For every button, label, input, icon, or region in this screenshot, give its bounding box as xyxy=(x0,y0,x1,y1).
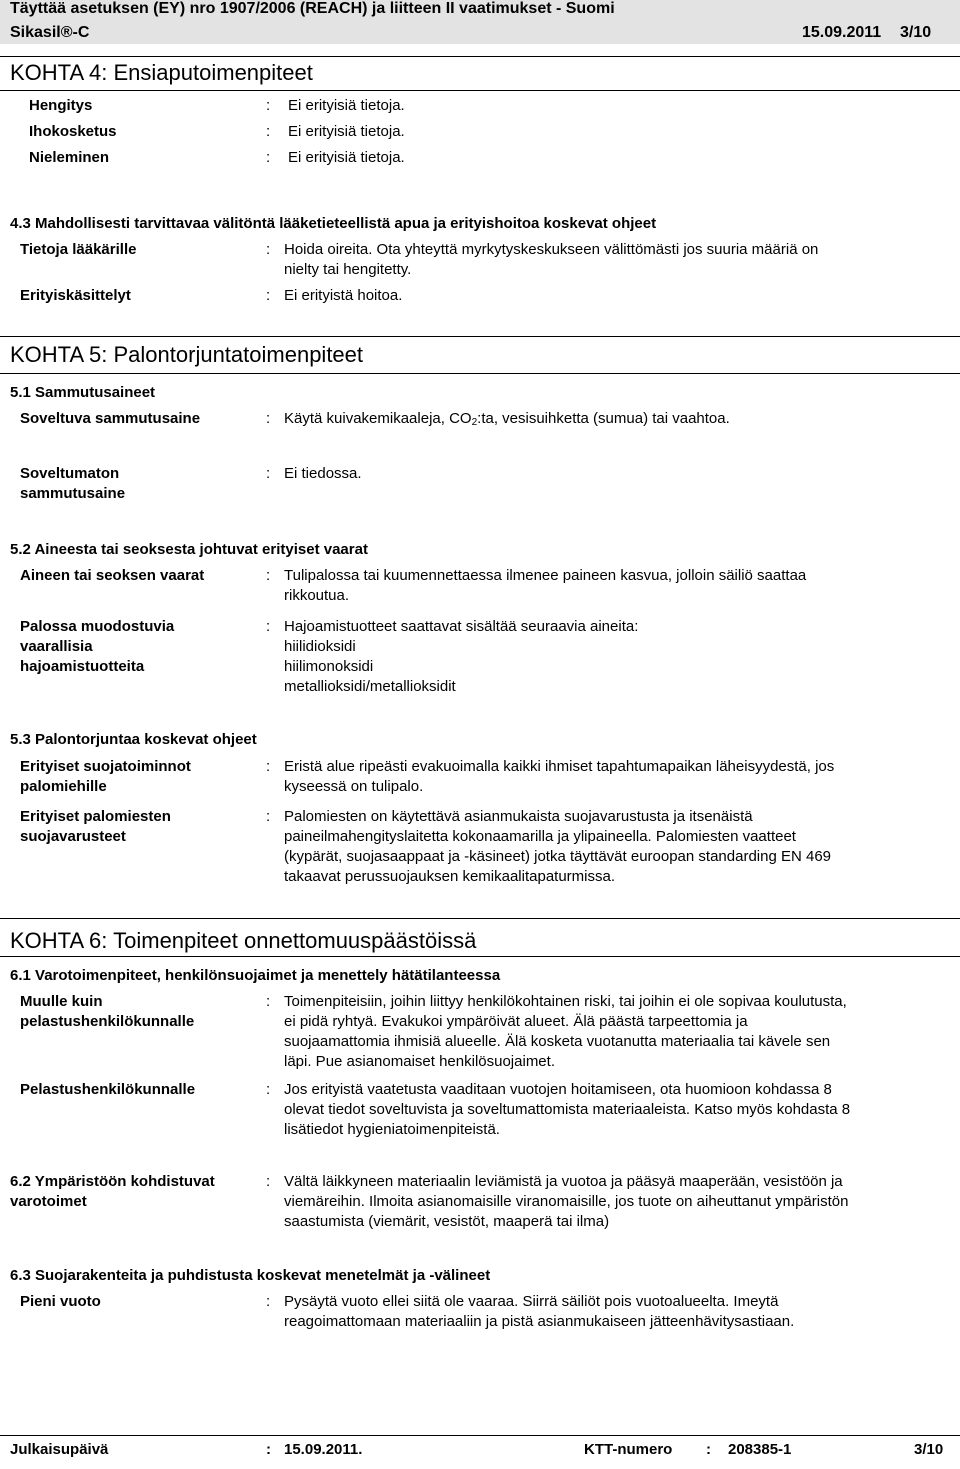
value-line: hiilimonoksidi xyxy=(284,658,374,675)
footer-page: 3/10 xyxy=(914,1441,944,1458)
ktt-label: KTT-numero xyxy=(584,1441,673,1458)
value-line: Vältä läikkyneen materiaalin leviämistä ja vuotoa ja pääsyä maaperään, vesistöön ja xyxy=(284,1173,843,1190)
value-text: Käytä kuivakemikaaleja, CO xyxy=(284,410,472,427)
divider xyxy=(0,373,960,374)
colon: : xyxy=(266,1441,271,1458)
value-line: Hoida oireita. Ota yhteyttä myrkytyskeskukseen välittömästi jos suuria määriä on xyxy=(284,241,819,258)
field-value xyxy=(284,409,944,433)
field-value: Ei tiedossa. xyxy=(284,465,362,482)
value-line: Eristä alue ripeästi evakuoimalla kaikki ihmiset tapahtumapaikan läheisyydestä, jos xyxy=(284,758,835,775)
label-line: pelastushenkilökunnalle xyxy=(20,1013,195,1030)
value-line: ei pidä ryhtyä. Evakukoi ympäröivät alueet. Älä päästä tarpeettomia ja xyxy=(284,1013,748,1030)
row-label: Nieleminen xyxy=(29,149,110,166)
label-line: Muulle kuin xyxy=(20,993,103,1010)
value-line: Pysäytä vuoto ellei siitä ole vaaraa. Siirrä säiliöt pois vuotoalueelta. Imeytä xyxy=(284,1293,779,1310)
colon: : xyxy=(266,97,271,114)
field-label xyxy=(20,464,125,504)
divider xyxy=(0,956,960,957)
value-text: :ta, vesisuihketta (sumua) tai vaahtoa. xyxy=(477,410,730,427)
label-line: Erityiset suojatoiminnot xyxy=(20,758,191,775)
row-value: Ei erityisiä tietoja. xyxy=(288,149,405,166)
subsection-heading: 5.3 Palontorjuntaa koskevat ohjeet xyxy=(10,731,257,748)
field-label xyxy=(20,757,191,797)
header-page: 3/10 xyxy=(900,24,932,41)
label-line: sammutusaine xyxy=(20,485,126,502)
value-line: viemäreihin. Ilmoita asianomaisille viranomaisille, jos tuote on aiheuttanut ympäristön xyxy=(284,1193,849,1210)
colon: : xyxy=(266,465,271,482)
field-value xyxy=(284,617,944,697)
row-label: Ihokosketus xyxy=(29,123,117,140)
field-label xyxy=(10,1172,215,1212)
label-line: varotoimet xyxy=(10,1193,87,1210)
value-line: rikkoutua. xyxy=(284,587,350,604)
value-line: lisätiedot hygieniatoimenpiteistä. xyxy=(284,1121,500,1138)
section-6-heading xyxy=(0,918,960,958)
value-line: kyseessä on tulipalo. xyxy=(284,778,424,795)
colon: : xyxy=(266,567,271,584)
divider xyxy=(0,56,960,57)
subsection-heading: 5.2 Aineesta tai seoksesta johtuvat erityiset vaarat xyxy=(10,541,368,558)
colon: : xyxy=(266,618,271,635)
colon: : xyxy=(266,993,271,1010)
field-value xyxy=(284,757,944,797)
colon: : xyxy=(266,1293,271,1310)
field-label: Aineen tai seoksen vaarat xyxy=(20,567,205,584)
label-line: hajoamistuotteita xyxy=(20,658,145,675)
value-line: Jos erityistä vaatetusta vaaditaan vuotojen hoitamiseen, ota huomioon kohdassa 8 xyxy=(284,1081,832,1098)
header-banner xyxy=(0,0,960,44)
ktt-number: 208385-1 xyxy=(728,1441,792,1458)
field-label: Pelastushenkilökunnalle xyxy=(20,1081,196,1098)
value-line: Tulipalossa tai kuumennettaessa ilmenee paineen kasvua, jolloin säiliö saattaa xyxy=(284,567,807,584)
colon: : xyxy=(266,758,271,775)
product-name: Sikasil®-C xyxy=(10,24,90,41)
colon: : xyxy=(266,410,271,427)
field-label xyxy=(20,807,171,847)
field-label: Tietoja lääkärille xyxy=(20,241,137,258)
field-value xyxy=(284,1292,944,1332)
value-line: hiilidioksidi xyxy=(284,638,356,655)
colon: : xyxy=(266,287,271,304)
subsection-heading: 6.1 Varotoimenpiteet, henkilönsuojaimet ja menettely hätätilanteessa xyxy=(10,967,501,984)
section-title: KOHTA 4: Ensiaputoimenpiteet xyxy=(10,60,313,85)
section-4-heading xyxy=(0,56,960,92)
value-line: saastumista (viemärit, vesistöt, maaperä tai ilma) xyxy=(284,1213,610,1230)
colon: : xyxy=(266,808,271,825)
value-line: Palomiesten on käytettävä asianmukaista suojavarustusta ja itsenäistä xyxy=(284,808,753,825)
label-line: 6.2 Ympäristöön kohdistuvat xyxy=(10,1173,215,1190)
value-line: Hajoamistuotteet saattavat sisältää seuraavia aineita: xyxy=(284,618,639,635)
row-label: Hengitys xyxy=(29,97,93,114)
colon: : xyxy=(266,123,271,140)
value-line: nielty tai hengitetty. xyxy=(284,261,412,278)
value-line: takaavat perussuojauksen kemikaalitapaturmissa. xyxy=(284,868,616,885)
section-5-heading xyxy=(0,336,960,372)
section-title: KOHTA 5: Palontorjuntatoimenpiteet xyxy=(10,342,364,367)
value-line: reagoimattomaan materiaaliin ja pistä asianmukaiseen jätteenhävitysastiaan. xyxy=(284,1313,795,1330)
value-line: Toimenpiteisiin, joihin liittyy henkilökohtainen riski, tai joihin ei ole sopivaa koulutusta, xyxy=(284,993,847,1010)
label-line: Soveltumaton xyxy=(20,465,120,482)
subsection-heading: 4.3 Mahdollisesti tarvittavaa välitöntä lääketieteellistä apua ja erityishoitoa koskevat ohjeet xyxy=(10,215,657,232)
issued-date: 15.09.2011. xyxy=(284,1441,363,1458)
field-label: Pieni vuoto xyxy=(20,1293,101,1310)
field-value: Ei erityistä hoitoa. xyxy=(284,287,403,304)
field-value xyxy=(284,807,944,887)
field-value xyxy=(284,992,944,1072)
value-line: (kypärät, suojasaappaat ja -käsineet) jotka täyttävät euroopan standarding EN 469 xyxy=(284,848,832,865)
field-value xyxy=(284,1172,944,1232)
field-label xyxy=(20,992,194,1032)
value-line: läpi. Pue asianomaiset henkilösuojaimet. xyxy=(284,1053,555,1070)
colon: : xyxy=(706,1441,711,1458)
field-label: Erityiskäsittelyt xyxy=(20,287,131,304)
field-value xyxy=(284,566,944,606)
field-value xyxy=(284,1080,944,1140)
row-value: Ei erityisiä tietoja. xyxy=(288,123,405,140)
field-label xyxy=(20,617,174,677)
value-line: metallioksidi/metallioksidit xyxy=(284,678,456,695)
footer-divider xyxy=(0,1435,960,1436)
value-line: paineilmahengityslaitetta kokonaamarilla ja ylipaineella. Palomiesten vaatteet xyxy=(284,828,796,845)
value-line: olevat tiedot soveltuvista ja soveltumattomista materiaaleista. Katso myös kohdasta 8 xyxy=(284,1101,851,1118)
colon: : xyxy=(266,241,271,258)
value-line: suojaamattomia ihmisiä alueelle. Älä kosketa vuotanutta materiaalia tai kävele sen xyxy=(284,1033,831,1050)
label-line: suojavarusteet xyxy=(20,828,126,845)
label-line: vaarallisia xyxy=(20,638,93,655)
colon: : xyxy=(266,149,271,166)
label-line: Palossa muodostuvia xyxy=(20,618,175,635)
section-title: KOHTA 6: Toimenpiteet onnettomuuspäästöissä xyxy=(10,928,477,953)
field-label: Soveltuva sammutusaine xyxy=(20,410,201,427)
label-line: palomiehille xyxy=(20,778,107,795)
label-line: Erityiset palomiesten xyxy=(20,808,171,825)
colon: : xyxy=(266,1081,271,1098)
issued-label: Julkaisupäivä xyxy=(10,1441,109,1458)
document-title: Täyttää asetuksen (EY) nro 1907/2006 (REACH) ja liitteen II vaatimukset - Suomi xyxy=(10,0,615,17)
subsection-heading: 5.1 Sammutusaineet xyxy=(10,384,156,401)
subscript-text: 2 xyxy=(471,417,478,428)
header-date: 15.09.2011 xyxy=(802,24,882,41)
colon: : xyxy=(266,1173,271,1190)
field-value xyxy=(284,240,944,280)
row-value: Ei erityisiä tietoja. xyxy=(288,97,405,114)
subsection-heading: 6.3 Suojarakenteita ja puhdistusta koskevat menetelmät ja -välineet xyxy=(10,1267,491,1284)
divider xyxy=(0,90,960,91)
